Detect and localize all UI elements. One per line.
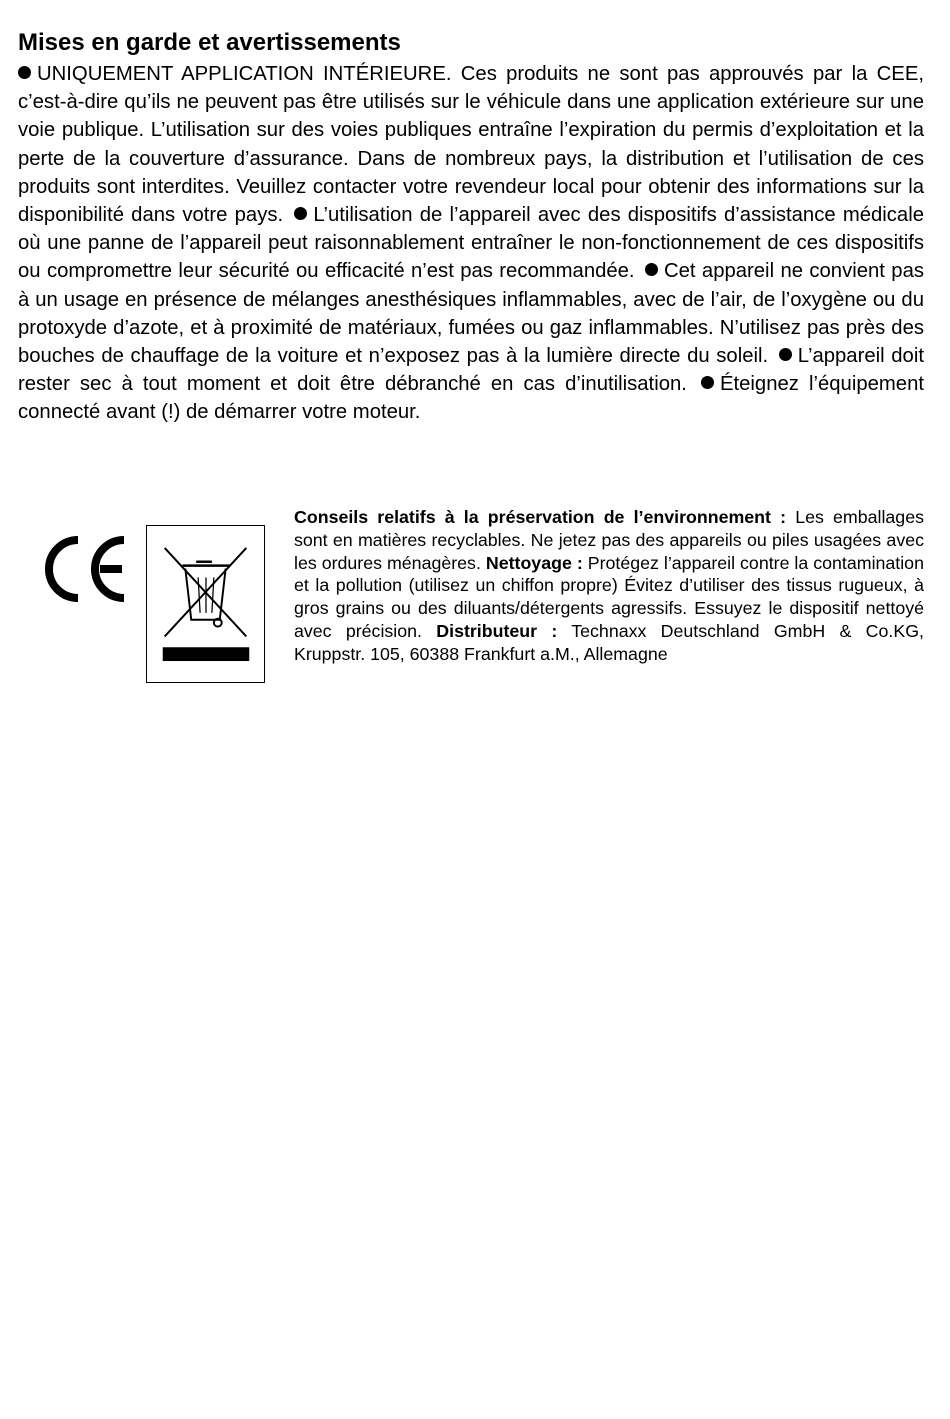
environment-text: Les emballages sont en matières recyclables. Ne jetez pas des appareils ou piles usagées avec les ordures ménagères. [294,507,924,573]
warning-keep-dry: L’appareil doit rester sec à tout moment et doit être débranché en cas d’inutilisation. [18,345,924,396]
warnings-paragraph [18,60,924,427]
environment-label: Conseils relatifs à la préservation de l’environnement : [294,507,787,527]
manual-page [18,28,925,664]
environment-section [18,506,924,706]
bullet-icon [701,376,714,389]
warning-flammable: Cet appareil ne convient pas à un usage en présence de mélanges anesthésiques inflammables, avec de l’air, de l’oxygène ou du protoxyde d’azote, et à proximité de matériaux, fumées ou gaz inflammables. N’utilisez pas près des bouches de chauffage de la voiture et n’exposez pas à la lumière directe du soleil. [18,260,925,368]
ce-mark-icon [38,534,130,604]
weee-symbol-box [146,525,265,683]
bullet-icon [18,66,31,79]
environment-paragraph [294,506,924,666]
bullet-icon [779,348,792,361]
warning-indoor-only: UNIQUEMENT APPLICATION INTÉRIEURE. Ces produits ne sont pas approuvés par la CEE, c’est-à-dire qu’ils ne peuvent pas être utilisés sur le véhicule dans une application extérieure sur une voie publique. L’utilisation sur des voies publiques entraîne l’expiration du permis d’exploitation et la perte de la couverture d’assurance. Dans de nombreux pays, la distribution et l’utilisation de ces produits sont interdites. Veuillez contacter votre revendeur local pour obtenir des informations sur la disponibilité dans votre pays. [18,63,924,227]
distributor-text: Technaxx Deutschland GmbH & Co.KG, Kruppstr. 105, 60388 Frankfurt a.M., Allemagne [294,620,924,664]
crossed-out-wheelie-bin-icon [147,526,264,682]
warnings-heading: Mises en garde et avertissements [18,29,401,56]
warning-medical-devices: L’utilisation de l’appareil avec des dispositifs d’assistance médicale où une panne de l’appareil peut raisonnablement entraîner le non-fonctionnement de ces dispositifs ou compromettre leur sécurité ou efficacité n’est pas recommandée. [18,204,924,283]
bullet-icon [294,207,307,220]
cleaning-text: Protégez l’appareil contre la contamination et la pollution (utilisez un chiffon propre) Évitez d’utiliser des tissus rugueux, à gros grains ou des diluants/détergents agressifs. Essuyez le dispositif nettoyé avec précision. [294,552,924,641]
bullet-icon [645,263,658,276]
warning-switch-off: Éteignez l’équipement connecté avant (!) de démarrer votre moteur. [18,373,924,424]
distributor-label: Distributeur : [436,620,558,641]
cleaning-label: Nettoyage : [485,552,583,573]
